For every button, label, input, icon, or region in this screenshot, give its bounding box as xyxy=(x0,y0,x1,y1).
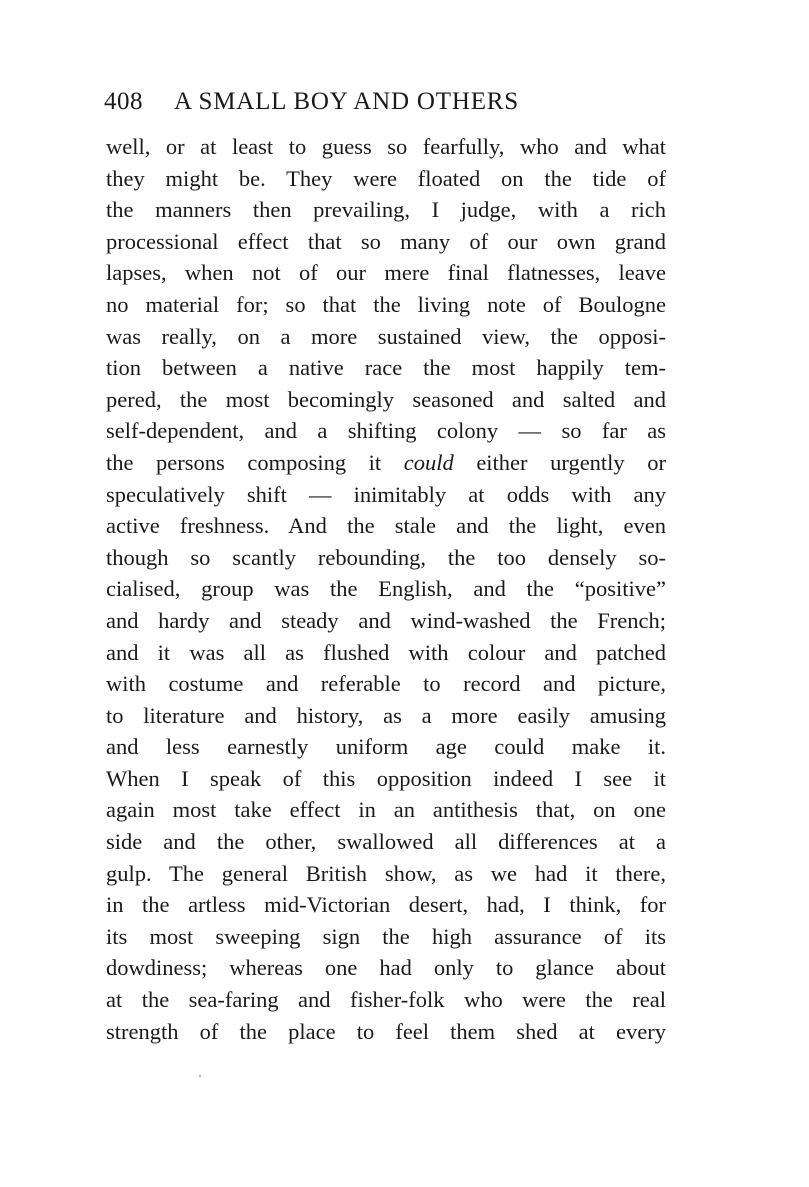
text-line: self-dependent, and a shifting colony — so far as xyxy=(106,418,666,444)
text-line: to literature and history, as a more easily amusing xyxy=(106,702,666,728)
text-line: gulp. The general British show, as we had it there, xyxy=(106,860,666,886)
text-line: and it was all as flushed with colour and patched xyxy=(106,639,666,665)
scan-speck xyxy=(199,1075,201,1077)
text-line: active freshness. And the stale and the light, even xyxy=(106,513,666,539)
text-line: lapses, when not of our mere final flatnesses, leave xyxy=(106,260,666,286)
running-head xyxy=(104,84,664,120)
text-line: and less earnestly uniform age could make it. xyxy=(106,734,666,760)
text-line: side and the other, swallowed all differences at a xyxy=(106,829,666,855)
text-run: either urgently or xyxy=(453,449,666,475)
body-text xyxy=(106,131,666,1047)
text-line: strength of the place to feel them shed at every xyxy=(106,1018,666,1044)
text-line: its most sweeping sign the high assurance of its xyxy=(106,923,666,949)
text-line-with-italic xyxy=(106,447,666,479)
text-line: no material for; so that the living note of Boulogne xyxy=(106,291,666,317)
text-line: dowdiness; whereas one had only to glance about xyxy=(106,955,666,981)
text-line: cialised, group was the English, and the “positive” xyxy=(106,576,666,602)
text-line: again most take effect in an antithesis that, on one xyxy=(106,797,666,823)
text-line: though so scantly rebounding, the too densely so- xyxy=(106,544,666,570)
text-line: processional effect that so many of our own grand xyxy=(106,228,666,254)
text-line: they might be. They were floated on the tide of xyxy=(106,165,666,191)
text-line: pered, the most becomingly seasoned and salted and xyxy=(106,386,666,412)
text-line: well, or at least to guess so fearfully, who and what xyxy=(106,134,666,159)
text-line: speculatively shift — inimitably at odds with any xyxy=(106,481,666,507)
text-line: When I speak of this opposition indeed I see it xyxy=(106,765,666,791)
italic-word: could xyxy=(403,449,454,475)
book-title: A SMALL BOY AND OTHERS xyxy=(174,88,519,115)
text-line: with costume and referable to record and picture, xyxy=(106,671,666,697)
text-line: at the sea-faring and fisher-folk who were the real xyxy=(106,987,666,1013)
text-line: and hardy and steady and wind-washed the French; xyxy=(106,607,666,633)
text-line: the manners then prevailing, I judge, with a rich xyxy=(106,197,666,223)
text-line: in the artless mid-Victorian desert, had, I think, for xyxy=(106,892,666,918)
text-run: the persons composing it xyxy=(106,449,404,475)
page-number: 408 xyxy=(104,88,143,115)
text-line: was really, on a more sustained view, the opposi- xyxy=(106,323,666,349)
text-line: tion between a native race the most happily tem- xyxy=(106,355,666,381)
